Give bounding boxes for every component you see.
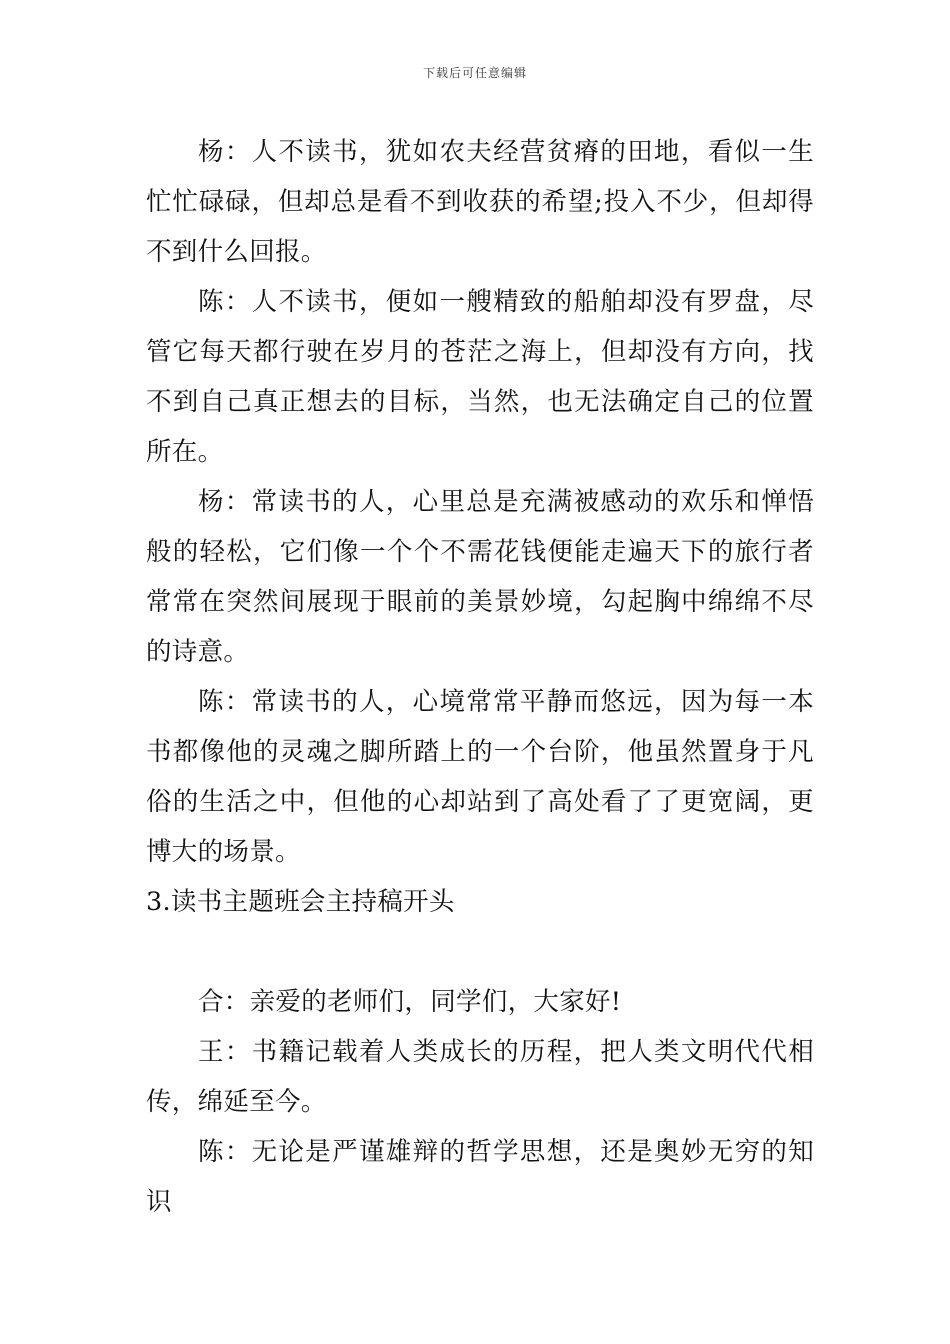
section-heading: 3.读书主题班会主持稿开头 bbox=[146, 887, 455, 917]
page-header: 下载后可任意编辑 bbox=[422, 66, 527, 80]
paragraph-he-greeting: 合：亲爱的老师们，同学们，大家好! bbox=[198, 987, 622, 1017]
paragraph-yang-2: 杨：常读书的人，心里总是充满被感动的欢乐和惮悟般的轻松，它们像一个个不需花钱便能走遍天下的旅行者常常在突然间展现于眼前的美景妙境，勾起胸中绵绵不尽的诗意。 bbox=[146, 487, 814, 667]
paragraph-chen-2: 陈：常读书的人，心境常常平静而悠远，因为每一本书都像他的灵魂之脚所踏上的一个台阶，他虽然置身于凡俗的生活之中，但他的心却站到了高处看了了更宽阔，更博大的场景。 bbox=[146, 687, 814, 867]
blank-line bbox=[146, 927, 814, 977]
paragraph-chen-1: 陈：人不读书，便如一艘精致的船舶却没有罗盘，尽管它每天都行驶在岁月的苍茫之海上，但却没有方向，找不到自己真正想去的目标，当然，也无法确定自己的位置所在。 bbox=[146, 287, 814, 467]
document-body bbox=[146, 127, 814, 1227]
paragraph-chen-3: 陈：无论是严谨雄辩的哲学思想，还是奥妙无穷的知识 bbox=[146, 1137, 814, 1217]
paragraph-yang-1: 杨：人不读书，犹如农夫经营贫瘠的田地，看似一生忙忙碌碌，但却总是看不到收获的希望;投入不少，但却得不到什么回报。 bbox=[146, 137, 814, 267]
paragraph-wang-1: 王：书籍记载着人类成长的历程，把人类文明代代相传，绵延至今。 bbox=[146, 1037, 814, 1117]
